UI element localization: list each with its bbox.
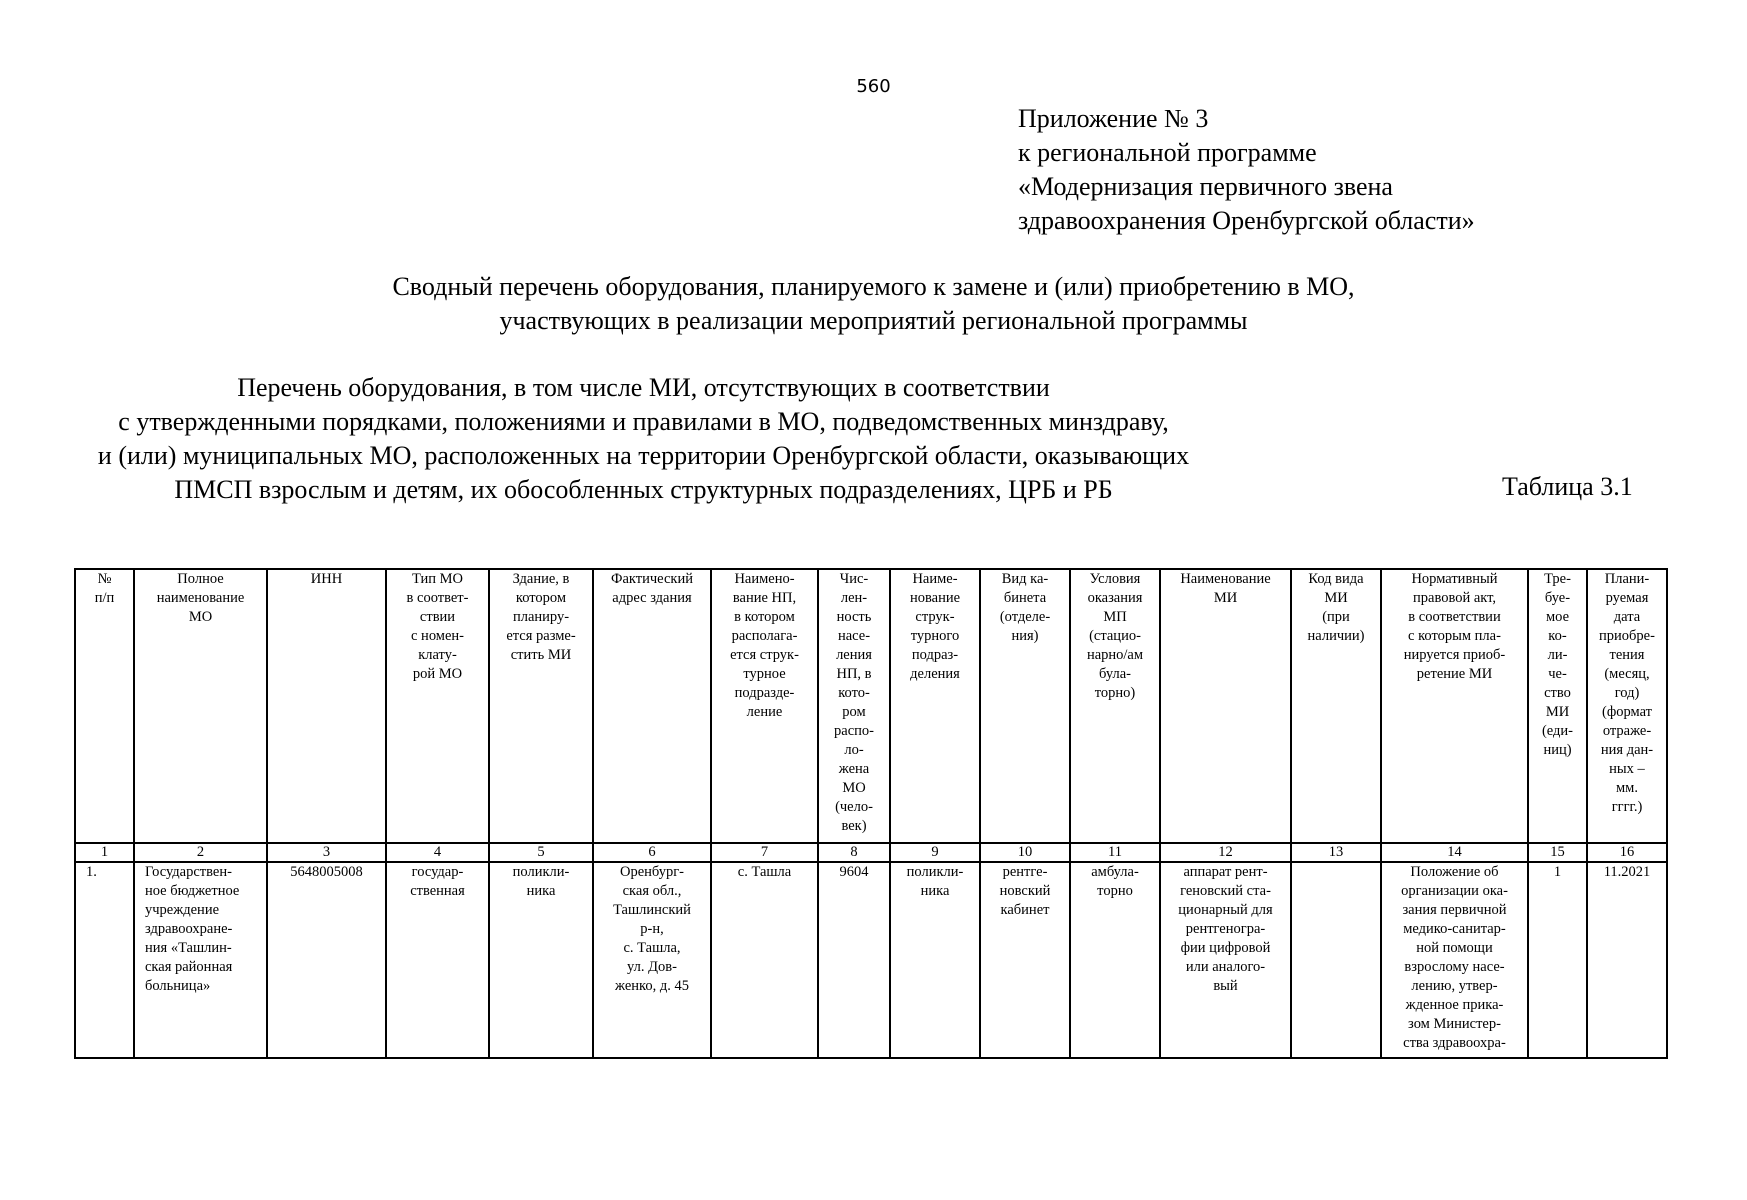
column-number: 2 [134, 843, 267, 862]
table-cell: 9604 [818, 862, 890, 1058]
appendix-line: здравоохранения Оренбургской области» [1018, 206, 1475, 235]
table-cell: рентге- новский кабинет [980, 862, 1070, 1058]
document-subtitle [0, 371, 1517, 507]
appendix-line: «Модернизация первичного звена [1018, 172, 1393, 201]
table-cell: с. Ташла [711, 862, 818, 1058]
column-number-row [75, 843, 1667, 862]
header-cell: Полное наименование МО [134, 569, 267, 843]
appendix-line: Приложение № 3 [1018, 104, 1209, 133]
table-cell: поликли- ника [890, 862, 980, 1058]
column-number: 13 [1291, 843, 1381, 862]
header-cell: Код вида МИ (при наличии) [1291, 569, 1381, 843]
table-row [75, 862, 1667, 1058]
subtitle-line: ПМСП взрослым и детям, их обособленных структурных подразделениях, ЦРБ и РБ [174, 475, 1113, 504]
header-cell: Наименование МИ [1160, 569, 1291, 843]
column-number: 14 [1381, 843, 1528, 862]
header-cell: Вид ка- бинета (отделе- ния) [980, 569, 1070, 843]
header-cell: Здание, в котором планиру- ется разме- стить МИ [489, 569, 593, 843]
table-cell: 5648005008 [267, 862, 386, 1058]
table-cell: 1 [1528, 862, 1587, 1058]
column-number: 15 [1528, 843, 1587, 862]
column-number: 7 [711, 843, 818, 862]
table-cell [1291, 862, 1381, 1058]
column-number: 16 [1587, 843, 1667, 862]
table-cell: Положение об организации ока- зания первичной медико-санитар- ной помощи взрослому насе- лению, утвер- жденное прика- зом Министер- ства здравоохра- [1381, 862, 1528, 1058]
table-cell: аппарат рент- геновский ста- ционарный для рентгеногра- фии цифровой или аналого- вый [1160, 862, 1291, 1058]
header-cell: Наимено- вание НП, в котором располага- ется струк- турное подразде- ление [711, 569, 818, 843]
column-number: 3 [267, 843, 386, 862]
column-number: 9 [890, 843, 980, 862]
table-cell: амбула- торно [1070, 862, 1160, 1058]
column-number: 4 [386, 843, 489, 862]
title-line: Сводный перечень оборудования, планируемого к замене и (или) приобретению в МО, [392, 272, 1355, 301]
appendix-line: к региональной программе [1018, 138, 1317, 167]
header-cell: Тре- буе- мое ко- ли- че- ство МИ (еди- ниц) [1528, 569, 1587, 843]
header-cell: ИНН [267, 569, 386, 843]
title-line: участвующих в реализации мероприятий региональной программы [499, 306, 1248, 335]
equipment-table [74, 568, 1668, 1059]
column-number: 12 [1160, 843, 1291, 862]
column-number: 6 [593, 843, 711, 862]
column-number: 5 [489, 843, 593, 862]
table-cell: государ- ственная [386, 862, 489, 1058]
column-number: 1 [75, 843, 134, 862]
header-cell: Условия оказания МП (стацио- нарно/ам була- торно) [1070, 569, 1160, 843]
subtitle-line: с утвержденными порядками, положениями и правилами в МО, подведомственных минздраву, [118, 407, 1169, 436]
header-cell: Наиме- нование струк- турного подраз- деления [890, 569, 980, 843]
column-number: 8 [818, 843, 890, 862]
header-cell: Нормативный правовой акт, в соответствии с которым пла- нируется приоб- ретение МИ [1381, 569, 1528, 843]
header-cell: Тип МО в соответ- ствии с номен- клату- рой МО [386, 569, 489, 843]
column-number: 11 [1070, 843, 1160, 862]
table-cell: поликли- ника [489, 862, 593, 1058]
table-label: Таблица 3.1 [1502, 472, 1633, 501]
column-number: 10 [980, 843, 1070, 862]
subtitle-line: Перечень оборудования, в том числе МИ, отсутствующих в соответствии [237, 373, 1050, 402]
table-cell: Государствен- ное бюджетное учреждение здравоохране- ния «Ташлин- ская районная больница» [134, 862, 267, 1058]
table-cell: Оренбург- ская обл., Ташлинский р-н, с. Ташла, ул. Дов- женко, д. 45 [593, 862, 711, 1058]
header-cell: № п/п [75, 569, 134, 843]
header-row [75, 569, 1667, 843]
table-cell: 1. [75, 862, 134, 1058]
page-number: 560 [856, 76, 891, 97]
header-cell: Фактический адрес здания [593, 569, 711, 843]
appendix-header [1018, 102, 1475, 238]
table-cell: 11.2021 [1587, 862, 1667, 1058]
header-cell: Чис- лен- ность насе- ления НП, в кото- ром распо- ло- жена МО (чело- век) [818, 569, 890, 843]
header-cell: Плани- руемая дата приобре- тения (месяц, год) (формат отраже- ния дан- ных – мм. гггг.) [1587, 569, 1667, 843]
document-title [0, 270, 1747, 338]
subtitle-line: и (или) муниципальных МО, расположенных на территории Оренбургской области, оказывающих [97, 441, 1190, 470]
